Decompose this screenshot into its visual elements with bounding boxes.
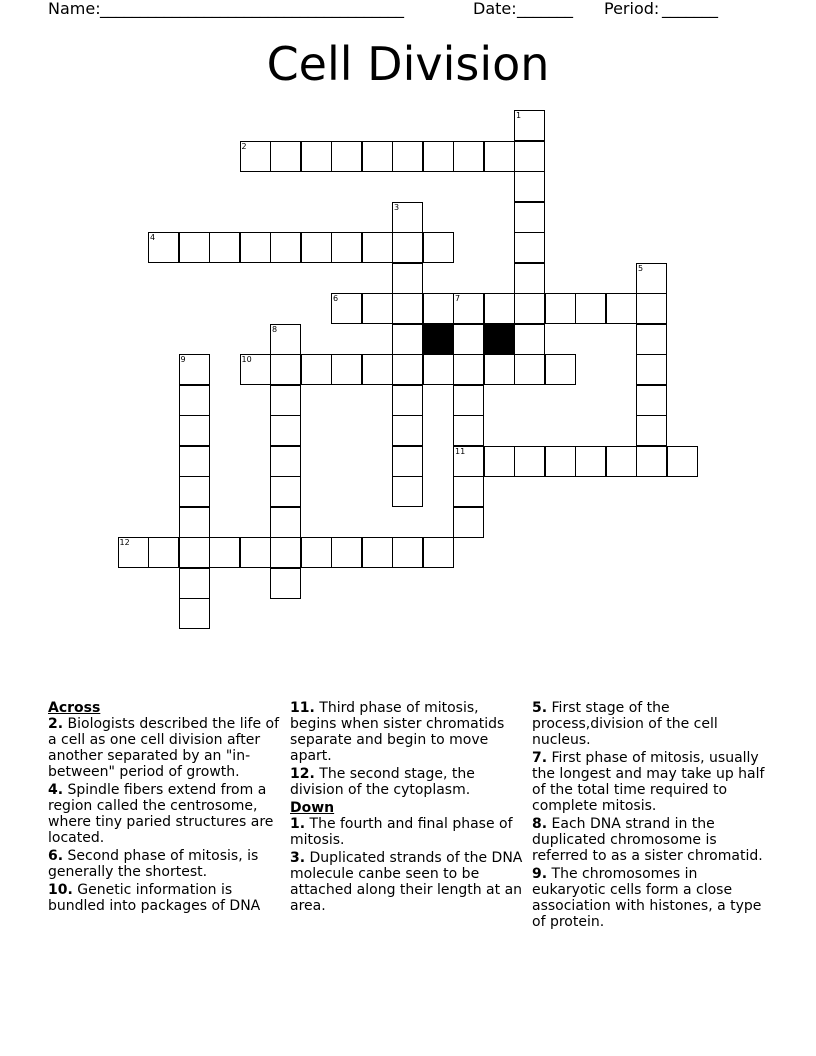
period-field[interactable]: _______: [662, 0, 718, 18]
clue-number: 3.: [290, 850, 306, 866]
clue-down-1: [290, 816, 526, 848]
grid-cell[interactable]: [392, 537, 423, 568]
grid-cell[interactable]: [270, 385, 301, 416]
grid-cell[interactable]: [270, 568, 301, 599]
grid-cell[interactable]: [148, 232, 179, 263]
grid-cell[interactable]: [423, 537, 454, 568]
grid-cell[interactable]: [331, 232, 362, 263]
grid-cell[interactable]: [331, 141, 362, 172]
grid-cell[interactable]: [301, 232, 332, 263]
grid-cell[interactable]: [453, 415, 484, 446]
clue-number-label: 11: [455, 446, 466, 456]
clue-across-11: [290, 700, 526, 764]
clue-text: First stage of the process,division of the cell nucleus.: [532, 700, 718, 748]
clue-text: First phase of mitosis, usually the longest and may take up half of the total time required to complete mitosis.: [532, 750, 765, 814]
grid-cell[interactable]: [240, 354, 271, 385]
grid-cell[interactable]: [179, 537, 210, 568]
grid-cell-blocked: [423, 324, 454, 355]
clue-down-9: [532, 866, 768, 930]
grid-cell[interactable]: [636, 263, 667, 294]
grid-cell[interactable]: [331, 354, 362, 385]
grid-cell[interactable]: [270, 507, 301, 538]
grid-cell[interactable]: [545, 446, 576, 477]
grid-cell[interactable]: [545, 293, 576, 324]
clue-across-2: [48, 716, 284, 780]
grid-cell[interactable]: [453, 141, 484, 172]
grid-cell[interactable]: [179, 507, 210, 538]
clue-number: 12.: [290, 766, 315, 782]
clue-number: 7.: [532, 750, 548, 766]
name-field[interactable]: ______________________________________: [100, 0, 404, 18]
grid-cell[interactable]: [179, 476, 210, 507]
clues-column-3: [532, 700, 768, 932]
date-label: Date:: [473, 0, 517, 18]
grid-cell[interactable]: [636, 354, 667, 385]
grid-cell[interactable]: [179, 354, 210, 385]
clue-across-12: [290, 766, 526, 798]
clue-text: Third phase of mitosis, begins when sister chromatids separate and begin to move apart.: [290, 700, 505, 764]
clue-number: 5.: [532, 700, 548, 716]
grid-cell[interactable]: [362, 293, 393, 324]
grid-cell[interactable]: [514, 202, 545, 233]
period-label: Period:: [604, 0, 660, 18]
grid-cell[interactable]: [514, 354, 545, 385]
grid-cell[interactable]: [392, 354, 423, 385]
clue-text: The second stage, the division of the cytoplasm.: [290, 766, 475, 798]
clue-text: Second phase of mitosis, is generally the shortest.: [48, 848, 259, 880]
grid-cell[interactable]: [270, 476, 301, 507]
grid-cell[interactable]: [270, 415, 301, 446]
grid-cell[interactable]: [514, 446, 545, 477]
clue-number-label: 12: [119, 538, 130, 547]
clue-down-7: [532, 750, 768, 814]
grid-cell[interactable]: [331, 293, 362, 324]
grid-cell[interactable]: [392, 202, 423, 233]
grid-cell[interactable]: [362, 537, 393, 568]
grid-cell[interactable]: [453, 507, 484, 538]
grid-cell[interactable]: [636, 415, 667, 446]
grid-cell[interactable]: [453, 324, 484, 355]
grid-cell[interactable]: [179, 415, 210, 446]
grid-cell[interactable]: [301, 354, 332, 385]
grid-cell[interactable]: [453, 385, 484, 416]
clue-number-label: 6: [333, 294, 339, 303]
grid-cell[interactable]: [423, 141, 454, 172]
clues-column-2: [290, 700, 526, 916]
grid-cell[interactable]: [362, 354, 393, 385]
grid-cell[interactable]: [392, 415, 423, 446]
grid-cell[interactable]: [514, 110, 545, 141]
grid-cell[interactable]: [484, 446, 515, 477]
grid-cell[interactable]: [514, 171, 545, 202]
down-heading: Down: [290, 800, 335, 816]
grid-cell[interactable]: [362, 141, 393, 172]
clue-number-label: 1: [516, 111, 522, 120]
clue-number: 9.: [532, 866, 548, 882]
clue-number-label: 7: [455, 294, 461, 303]
grid-cell[interactable]: [392, 293, 423, 324]
grid-cell[interactable]: [392, 232, 423, 263]
grid-cell[interactable]: [240, 537, 271, 568]
grid-cell[interactable]: [484, 293, 515, 324]
grid-cell[interactable]: [301, 141, 332, 172]
across-heading: Across: [48, 700, 101, 716]
clue-down-8: [532, 816, 768, 864]
grid-cell[interactable]: [270, 537, 301, 568]
clue-text: The chromosomes in eukaryotic cells form a close association with histones, a type of protein.: [532, 866, 762, 930]
clue-across-6: [48, 848, 284, 880]
date-field[interactable]: _______: [517, 0, 573, 18]
grid-cell[interactable]: [453, 476, 484, 507]
grid-cell[interactable]: [392, 476, 423, 507]
page-title: Cell Division: [266, 37, 550, 91]
grid-cell[interactable]: [423, 232, 454, 263]
grid-cell[interactable]: [179, 232, 210, 263]
name-label: Name:: [48, 0, 101, 18]
grid-cell[interactable]: [575, 446, 606, 477]
grid-cell[interactable]: [636, 446, 667, 477]
grid-cell[interactable]: [667, 446, 698, 477]
clue-number-label: 9: [180, 355, 186, 364]
clue-text: Each DNA strand in the duplicated chromosome is referred to as a sister chromatid.: [532, 816, 763, 864]
grid-cell[interactable]: [392, 263, 423, 294]
grid-cell[interactable]: [362, 232, 393, 263]
grid-cell[interactable]: [270, 141, 301, 172]
grid-cell[interactable]: [453, 293, 484, 324]
clue-number-label: 10: [241, 355, 252, 364]
clue-text: Genetic information is bundled into packages of DNA: [48, 882, 261, 914]
clue-number: 4.: [48, 782, 64, 798]
clue-text: Duplicated strands of the DNA molecule canbe seen to be attached along their length at an area.: [290, 850, 523, 914]
clue-text: Biologists described the life of a cell as one cell division after another separated by an "in-between" period of growth.: [48, 716, 279, 780]
grid-cell[interactable]: [179, 568, 210, 599]
grid-cell[interactable]: [392, 385, 423, 416]
grid-cell[interactable]: [179, 446, 210, 477]
grid-cell[interactable]: [209, 232, 240, 263]
clue-down-5: [532, 700, 768, 748]
grid-cell[interactable]: [392, 324, 423, 355]
grid-cell[interactable]: [514, 324, 545, 355]
grid-cell[interactable]: [209, 537, 240, 568]
grid-cell[interactable]: [514, 232, 545, 263]
grid-cell[interactable]: [423, 293, 454, 324]
grid-cell[interactable]: [606, 293, 637, 324]
clue-across-10: [48, 882, 284, 914]
clue-text: The fourth and final phase of mitosis.: [290, 816, 513, 848]
grid-cell[interactable]: [240, 232, 271, 263]
grid-cell[interactable]: [270, 232, 301, 263]
clue-number-label: 8: [272, 324, 278, 334]
clue-number: 8.: [532, 816, 548, 832]
grid-cell[interactable]: [301, 537, 332, 568]
grid-cell[interactable]: [514, 263, 545, 294]
grid-cell[interactable]: [545, 354, 576, 385]
grid-cell[interactable]: [484, 354, 515, 385]
clue-number-label: 4: [150, 233, 156, 242]
grid-cell[interactable]: [179, 598, 210, 629]
grid-cell[interactable]: [270, 324, 301, 355]
grid-cell[interactable]: [636, 324, 667, 355]
grid-cell[interactable]: [331, 537, 362, 568]
grid-cell[interactable]: [575, 293, 606, 324]
grid-cell[interactable]: [423, 354, 454, 385]
grid-cell[interactable]: [514, 293, 545, 324]
clue-down-3: [290, 850, 526, 914]
clue-number-label: 3: [394, 202, 400, 212]
clue-number: 1.: [290, 816, 306, 832]
clue-text: Spindle fibers extend from a region called the centrosome, where tiny paried structures are located.: [48, 782, 274, 846]
grid-cell[interactable]: [179, 385, 210, 416]
clue-number: 10.: [48, 882, 73, 898]
grid-cell[interactable]: [270, 354, 301, 385]
grid-cell-blocked: [484, 324, 515, 355]
grid-cell[interactable]: [484, 141, 515, 172]
clue-number: 11.: [290, 700, 315, 716]
grid-cell[interactable]: [118, 537, 149, 568]
clue-number-label: 2: [241, 141, 247, 151]
grid-cell[interactable]: [270, 446, 301, 477]
clue-number: 2.: [48, 716, 64, 732]
grid-cell[interactable]: [636, 293, 667, 324]
grid-cell[interactable]: [636, 385, 667, 416]
grid-cell[interactable]: [148, 537, 179, 568]
grid-cell[interactable]: [392, 141, 423, 172]
grid-cell[interactable]: [240, 141, 271, 172]
clue-number: 6.: [48, 848, 64, 864]
grid-cell[interactable]: [606, 446, 637, 477]
clue-across-4: [48, 782, 284, 846]
grid-cell[interactable]: [514, 141, 545, 172]
clues-column-1: [48, 700, 284, 916]
clue-number-label: 5: [638, 263, 644, 273]
grid-cell[interactable]: [453, 446, 484, 477]
grid-cell[interactable]: [392, 446, 423, 477]
grid-cell[interactable]: [453, 354, 484, 385]
